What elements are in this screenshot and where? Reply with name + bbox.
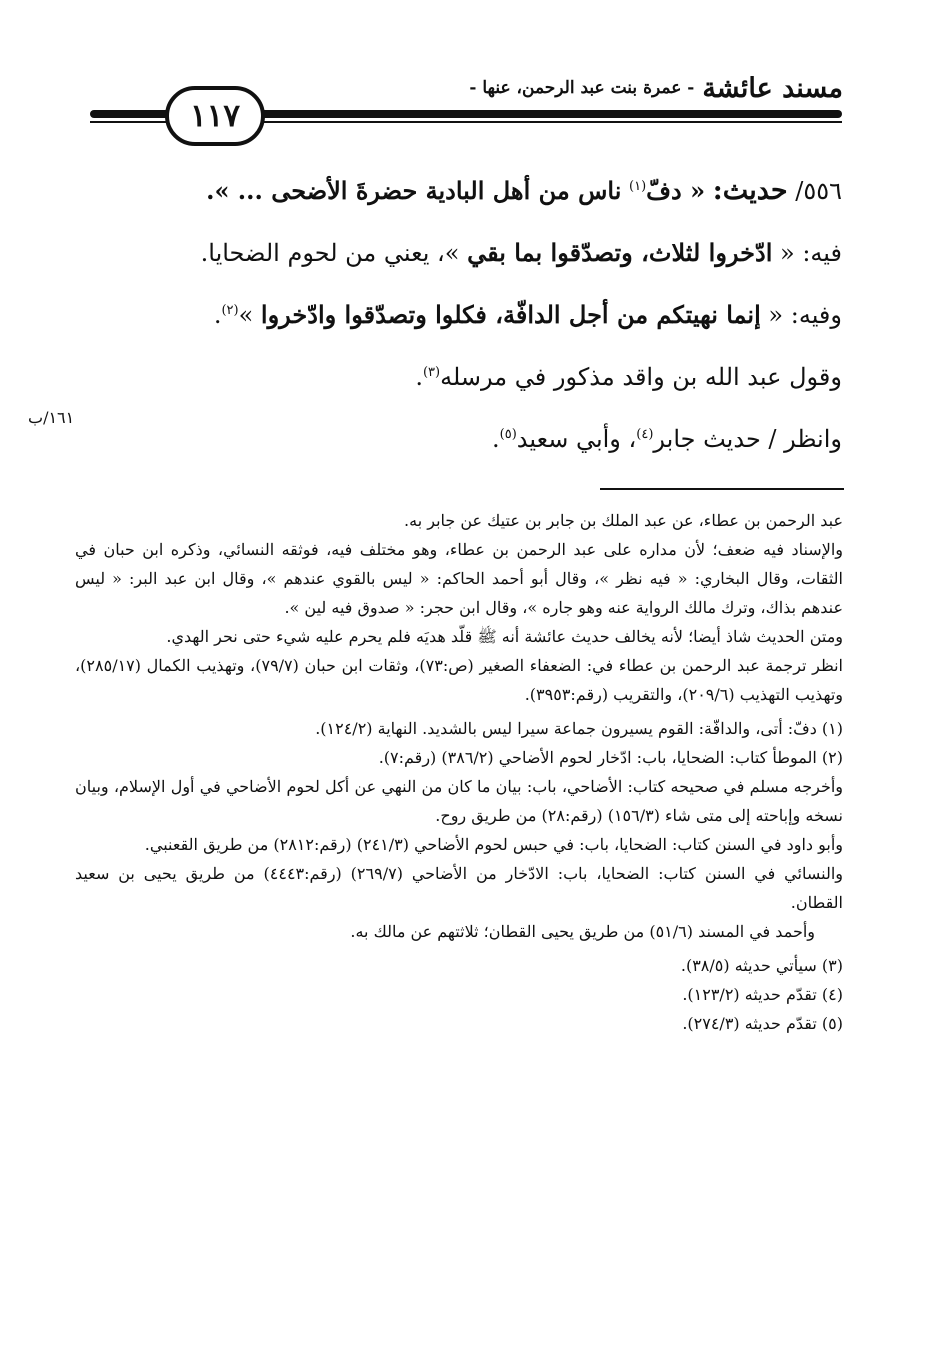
footnote-paragraph: والإسناد فيه ضعف؛ لأن مداره على عبد الرحمن بن عطاء، وهو مختلف فيه، فوثقه النسائي، وذكره ابن حبان في الثقات، وقال البخاري: « فيه نظر »، وقال أبو أحمد الحاكم: « ليس بالقوي عندهم »، وقال ابن عبد البر: « ليس عندهم بذاك، وترك مالك الرواية عنه وهو جاره »، وقال ابن حجر: « صدوق فيه لين ». [75, 540, 843, 617]
line2-quote: ادّخروا لثلاث، وتصدّقوا بما بقي [467, 238, 773, 267]
line4-end: . [415, 363, 423, 391]
chapter-subtitle: - عمرة بنت عبد الرحمن، عنها - [469, 78, 695, 98]
footnote-ref-2: (٢) [221, 303, 239, 318]
hadith-number: ٥٥٦/ [795, 177, 842, 205]
footnote-separator [600, 488, 844, 490]
footnote-paragraph: انظر ترجمة عبد الرحمن بن عطاء في: الضعفاء الصغير (ص:٧٣)، وثقات ابن حبان (٧٩/٧)، وتهذيب الكمال (٢٨٥/١٧)، وتهذيب التهذيب (٢٠٩/٦)، والتقريب (رقم:٣٩٥٣). [75, 656, 844, 704]
footnote-paragraph: عبد الرحمن بن عطاء، عن عبد الملك بن جابر بن عتيك عن جابر به. [404, 511, 843, 530]
footnote-ref-1: (١) [629, 179, 647, 194]
line2-prefix: فيه: « [780, 239, 842, 267]
footnote-ref-5: (٥) [499, 427, 517, 442]
footnote-paragraph: وأخرجه مسلم في صحيحه كتاب: الأضاحي، باب: بيان ما كان من النهي عن أكل لحوم الأضاحي في أول الإسلام، وبيان نسخه وإباحته إلى متى شاء (١٥٦/٣) (رقم:٢٨) من طريق روح. [75, 777, 844, 825]
line5-text-a: وانظر / حديث جابر [653, 425, 842, 453]
line3-end: . [213, 301, 222, 329]
footnote-3: (٣) سيأتي حديثه (٣٨/٥). [680, 956, 843, 975]
footnote-paragraph: وأبو داود في السنن كتاب: الضحايا، باب: في حبس لحوم الأضاحي (٢٤١/٣) (رقم:٢٨١٢) من طريق القعنبي. [144, 835, 843, 854]
hadith-label: حديث: [712, 175, 788, 206]
main-text [122, 160, 842, 470]
line2-rest: »، يعني من لحوم الضحايا. [200, 239, 460, 267]
footnote-paragraph: ومتن الحديث شاذ أيضا؛ لأنه يخالف حديث عائشة أنه ﷺ قلّد هديَه فلم يحرم عليه شيء حتى نحر الهدي. [166, 627, 843, 646]
footnote-ref-4: (٤) [636, 427, 654, 442]
text-line-2 [122, 222, 842, 284]
footnotes [75, 506, 843, 1038]
footnote-1: (١) دفّ: أتى، والدافّة: القوم يسيرون جماعة سيرا ليس بالشديد. النهاية (١٢٤/٢). [315, 719, 843, 738]
hadith-quote-rest: ناس من أهل البادية حضرةَ الأضحى ... ». [206, 176, 622, 205]
page-number: ١١٧ [190, 98, 240, 134]
footnote-paragraph: والنسائي في السنن كتاب: الضحايا، باب: الادّخار من الأضاحي (٢٦٩/٧) (رقم:٤٤٤٣) من طريق يحيى بن سعيد القطان. [75, 864, 843, 912]
line4-text: وقول عبد الله بن واقد مذكور في مرسله [440, 363, 842, 391]
line3-prefix: وفيه: « [768, 301, 842, 329]
line3-rest: » [238, 301, 254, 329]
footnote-2: (٢) الموطأ كتاب: الضحايا، باب: ادّخار لحوم الأضاحي (٣٨٦/٢) (رقم:٧). [378, 748, 843, 767]
text-line-4 [122, 346, 842, 408]
line5-end: . [492, 425, 500, 453]
hadith-heading-line [122, 160, 842, 222]
footnote-4: (٤) تقدّم حديثه (١٢٣/٢). [682, 985, 843, 1004]
book-title: مسند عائشة [702, 72, 843, 104]
text-line-5 [122, 408, 842, 470]
line3-quote: إنما نهيتكم من أجل الدافّة، فكلوا وتصدّقوا وادّخروا [260, 300, 761, 329]
footnote-paragraph: وأحمد في المسند (٥١/٦) من طريق يحيى القطان؛ ثلاثتهم عن مالك به. [350, 922, 815, 941]
manuscript-folio-ref: ١٦١/ب [28, 408, 75, 427]
line5-text-b: ، وأبي سعيد [516, 425, 637, 453]
text-line-3 [122, 284, 842, 346]
hadith-quote-start: « دفّ [646, 176, 706, 205]
footnote-5: (٥) تقدّم حديثه (٢٧٤/٣). [682, 1014, 843, 1033]
page-number-badge [165, 86, 265, 146]
footnote-ref-3: (٣) [422, 365, 441, 380]
